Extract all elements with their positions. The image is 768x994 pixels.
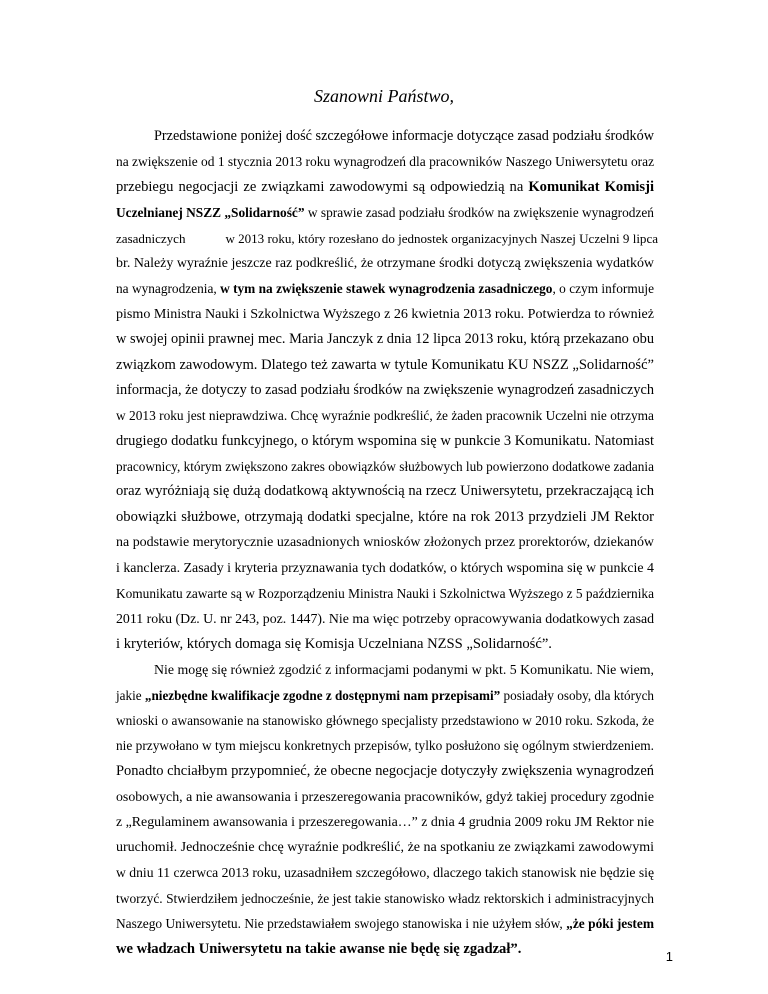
- text-line: oraz wyróżniają się dużą dodatkową aktywnością na rzecz Uniwersytetu, przekraczającą ich: [116, 483, 654, 500]
- text-line: [116, 911, 654, 936]
- text-line: [116, 226, 659, 251]
- text-line: drugiego dodatku funkcyjnego, o którym wspomina się w punkcie 3 Komunikatu. Natomiast: [116, 432, 654, 449]
- text-line: [116, 276, 654, 301]
- bold-text: „że póki jestem: [566, 916, 654, 932]
- bold-text: Uczelnianej NSZZ „Solidarność”: [116, 205, 305, 221]
- text-line: tworzyć. Stwierdziłem jednocześnie, że jest takie stanowisko władz rektorskich i administracyjnych: [116, 890, 654, 906]
- text-line: wnioski o awansowanie na stanowisko głównego specjalisty przedstawiono w 2010 roku. Szkoda, że: [116, 712, 654, 728]
- text-run: Naszego Uniwersytetu. Nie przedstawiałem swojego stanowiska i nie użyłem słów,: [116, 916, 563, 932]
- text-line: pismo Ministra Nauki i Szkolnictwa Wyższego z 26 kwietnia 2013 roku. Potwierdza to również: [116, 305, 655, 322]
- text-run: zasadniczych: [116, 230, 186, 246]
- text-line: obowiązki służbowe, otrzymają dodatki specjalne, które na rok 2013 przydzieli JM Rektor: [116, 508, 654, 525]
- text-line: Nie mogę się również zgodzić z informacjami podanymi w pkt. 5 Komunikatu. Nie wiem,: [154, 662, 654, 678]
- bold-text: w tym na zwiększenie stawek wynagrodzenia zasadniczego: [220, 281, 553, 297]
- paragraph-1: [116, 124, 659, 657]
- text-line: [116, 200, 654, 225]
- text-line: na podstawie merytorycznie uzasadnionych wniosków złożonych przez prorektorów, dziekanów: [116, 535, 654, 551]
- text-line: br. Należy wyraźnie jeszcze raz podkreślić, że otrzymane środki dotyczą zwiększenia wydatków: [116, 255, 654, 271]
- text-line: 2011 roku (Dz. U. nr 243, poz. 1447). Nie ma więc potrzeby opracowywania dodatkowych zasad: [116, 611, 654, 627]
- text-line: z „Regulaminem awansowania i przeszeregowania…” z dnia 4 grudnia 2009 roku JM Rektor nie: [116, 814, 654, 830]
- text-line: informacja, że dotyczy to zasad podziału środków na zwiększenie wynagrodzeń zasadniczych: [116, 381, 654, 398]
- text-line: nie przywołano w tym miejscu konkretnych przepisów, tylko posłużono się ogólnym stwierdzeniem.: [116, 738, 654, 754]
- text-run: przebiegu negocjacji ze związkami zawodowymi są odpowiedzią na: [116, 178, 524, 195]
- text-run: w 2013 roku, który rozesłano do jednostek organizacyjnych Naszej Uczelni 9 lipca: [225, 230, 659, 246]
- text-line: Komunikatu zawarte są w Rozporządzeniu Ministra Nauki i Szkolnictwa Wyższego z 5 października: [116, 586, 654, 602]
- text-line: w dniu 11 czerwca 2013 roku, uzasadniłem szczegółowo, dlaczego takich stanowisk nie będzie się: [116, 865, 654, 881]
- text-line: w swojej opinii prawnej mec. Maria Janczyk z dnia 12 lipca 2013 roku, którą przekazano obu: [116, 331, 654, 348]
- text-line: pracownicy, którym zwiększono zakres obowiązków służbowych lub powierzono dodatkowe zadania: [116, 459, 654, 475]
- text-run: na wynagrodzenia,: [116, 281, 217, 297]
- bold-text: „niezbędne kwalifikacje zgodne z dostępnymi nam przepisami”: [144, 687, 501, 703]
- document-body: [116, 124, 659, 962]
- text-run: w sprawie zasad podziału środków na zwiększenie wynagrodzeń: [307, 205, 654, 221]
- text-run: jakie: [116, 687, 142, 703]
- bold-text: Komunikat Komisji: [528, 178, 654, 195]
- salutation: Szanowni Państwo,: [313, 86, 455, 106]
- text-line: na zwiększenie od 1 stycznia 2013 roku wynagrodzeń dla pracowników Naszego Uniwersytetu oraz: [116, 154, 655, 170]
- text-run: posiadały osoby, dla których: [503, 687, 654, 703]
- text-line: i kryteriów, których domaga się Komisja Uczelniana NZSS „Solidarność”.: [116, 635, 552, 652]
- text-line: związkom zawodowym. Dlatego też zawarta w tytule Komunikatu KU NSZZ „Solidarność”: [116, 356, 654, 373]
- bold-text: we władzach Uniwersytetu na takie awanse nie będę się zgadzał”.: [116, 940, 522, 957]
- text-line: [116, 175, 654, 200]
- text-line: Ponadto chciałbym przypomnieć, że obecne negocjacje dotyczyły zwiększenia wynagrodzeń: [116, 762, 654, 779]
- text-line: uruchomił. Jednocześnie chcę wyraźnie podkreślić, że na spotkaniu ze związkami zawodowymi: [116, 839, 654, 855]
- paragraph-2: [116, 657, 654, 962]
- text-line: Przedstawione poniżej dość szczegółowe informacje dotyczące zasad podziału środków: [154, 128, 654, 144]
- text-run: , o czym informuje: [552, 281, 654, 297]
- text-line: osobowych, a nie awansowania i przeszeregowania pracowników, gdyż takiej procedury zgodnie: [116, 789, 654, 805]
- text-line: [116, 683, 654, 708]
- page-number: 1: [665, 949, 673, 964]
- text-line: w 2013 roku jest nieprawdziwa. Chcę wyraźnie podkreślić, że żaden pracownik Uczelni nie otrzyma: [116, 408, 654, 424]
- text-line: [116, 937, 654, 962]
- text-line: i kanclerza. Zasady i kryteria przyznawania tych dodatków, o których wspomina się w punkcie 4: [116, 560, 654, 576]
